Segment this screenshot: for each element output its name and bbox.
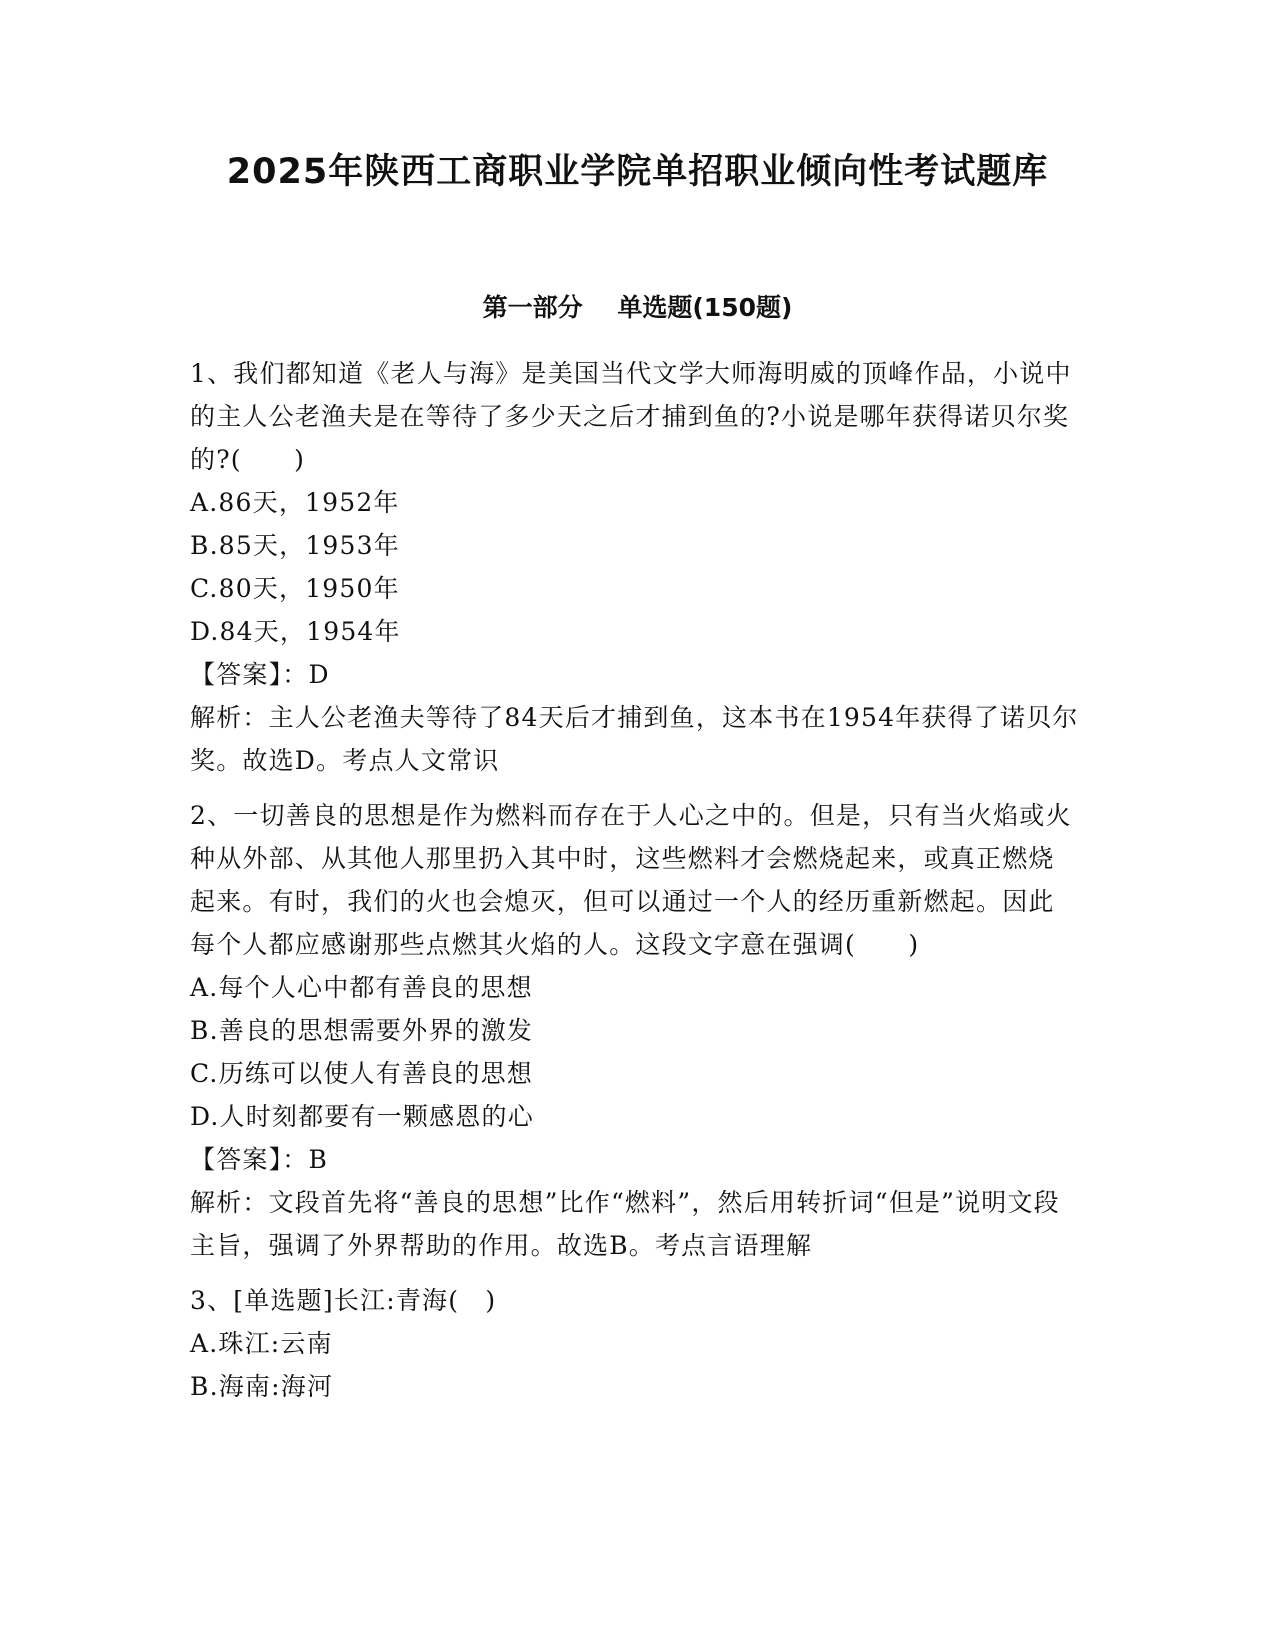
question-stem: 1、我们都知道《老人与海》是美国当代文学大师海明威的顶峰作品，小说中的主人公老渔夫是在等待了多少天之后才捕到鱼的?小说是哪年获得诺贝尔奖的?( ) — [190, 359, 1072, 474]
question-2 — [190, 794, 1080, 1267]
analysis: 解析：文段首先将“善良的思想”比作“燃料”，然后用转折词“但是”说明文段主旨，强调了外界帮助的作用。故选B。考点言语理解 — [190, 1188, 1060, 1260]
option-a: A.珠江:云南 — [190, 1329, 333, 1358]
question-list — [190, 352, 1080, 1420]
option-c: C.80天，1950年 — [190, 574, 400, 603]
option-b: B.海南:海河 — [190, 1372, 334, 1401]
question-3 — [190, 1279, 1080, 1408]
option-a: A.86天，1952年 — [190, 488, 400, 517]
option-a: A.每个人心中都有善良的思想 — [190, 973, 533, 1002]
document-title: 2025年陕西工商职业学院单招职业倾向性考试题库 — [226, 152, 1049, 192]
option-d: D.人时刻都要有一颗感恩的心 — [190, 1102, 534, 1131]
question-stem: 3、[单选题]长江:青海( ) — [190, 1286, 497, 1315]
answer: 【答案】：D — [190, 660, 330, 689]
section-title: 第一部分 单选题(150题) — [482, 293, 793, 322]
analysis: 解析：主人公老渔夫等待了84天后才捕到鱼，这本书在1954年获得了诺贝尔奖。故选D。考点人文常识 — [190, 703, 1079, 775]
option-c: C.历练可以使人有善良的思想 — [190, 1059, 533, 1088]
question-stem: 2、一切善良的思想是作为燃料而存在于人心之中的。但是，只有当火焰或火种从外部、从其他人那里扔入其中时，这些燃料才会燃烧起来，或真正燃烧起来。有时，我们的火也会熄灭，但可以通过一个人的经历重新燃起。因此每个人都应感谢那些点燃其火焰的人。这段文字意在强调( ) — [190, 801, 1072, 959]
option-d: D.84天，1954年 — [190, 617, 401, 646]
question-1 — [190, 352, 1080, 782]
option-b: B.善良的思想需要外界的激发 — [190, 1016, 534, 1045]
option-b: B.85天，1953年 — [190, 531, 400, 560]
answer: 【答案】：B — [190, 1145, 329, 1174]
